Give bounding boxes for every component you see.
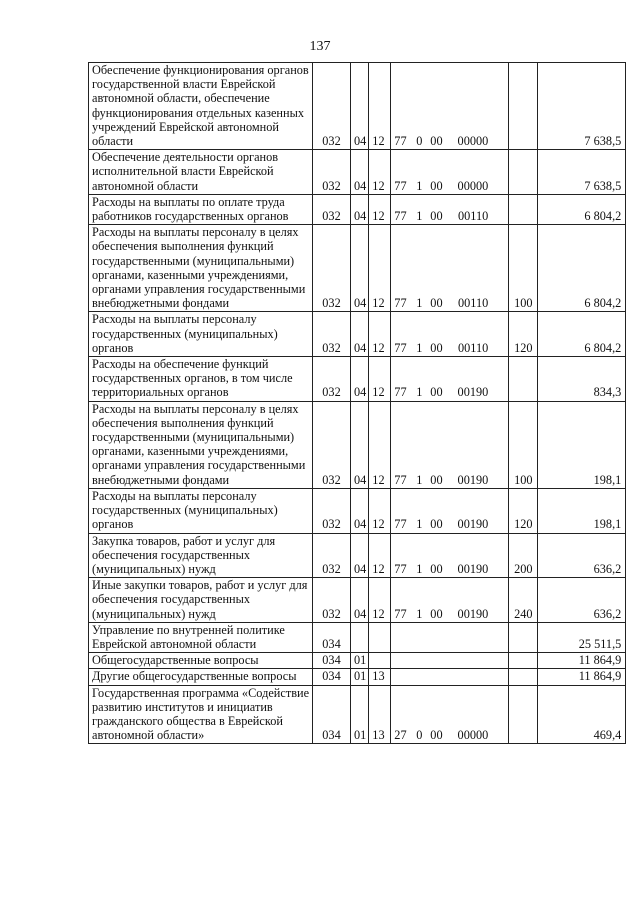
expense-type-code xyxy=(509,669,538,685)
target-program: 77 xyxy=(394,561,407,576)
target-direction: 00110 xyxy=(458,209,489,224)
target-program: 77 xyxy=(394,178,407,193)
target-article-code xyxy=(391,225,509,312)
subsection-code: 12 xyxy=(369,225,391,312)
section-code: 04 xyxy=(351,533,369,578)
table-row xyxy=(89,685,626,744)
expense-type-code: 240 xyxy=(509,578,538,623)
amount: 636,2 xyxy=(538,578,626,623)
section-code: 04 xyxy=(351,194,369,224)
expense-type-code xyxy=(509,357,538,402)
row-name: Государственная программа «Содействие развитию институтов и инициатив гражданского общества в Еврейской автономной области» xyxy=(89,685,313,744)
target-program: 77 xyxy=(394,296,407,311)
target-program: 77 xyxy=(394,385,407,400)
target-direction: 00110 xyxy=(458,296,489,311)
table-row xyxy=(89,653,626,669)
expense-type-code xyxy=(509,622,538,652)
target-program: 77 xyxy=(394,517,407,532)
subsection-code: 12 xyxy=(369,578,391,623)
expense-type-code: 100 xyxy=(509,401,538,488)
target-activity: 00 xyxy=(430,209,443,224)
row-name: Расходы на выплаты персоналу государственных (муниципальных) органов xyxy=(89,312,313,357)
ministry-code: 032 xyxy=(313,150,351,195)
target-direction: 00000 xyxy=(457,728,489,743)
target-article-code xyxy=(391,194,509,224)
target-direction: 00190 xyxy=(457,517,489,532)
amount: 6 804,2 xyxy=(538,225,626,312)
section-code xyxy=(351,622,369,652)
target-subprogram: 1 xyxy=(416,296,423,311)
amount: 198,1 xyxy=(538,488,626,533)
ministry-code: 032 xyxy=(313,194,351,224)
subsection-code xyxy=(369,622,391,652)
row-name: Закупка товаров, работ и услуг для обеспечения государственных (муниципальных) нужд xyxy=(89,533,313,578)
target-direction: 00000 xyxy=(457,134,489,149)
table-row xyxy=(89,150,626,195)
amount: 11 864,9 xyxy=(538,669,626,685)
target-article-code xyxy=(391,685,509,744)
subsection-code xyxy=(369,653,391,669)
target-subprogram: 1 xyxy=(416,209,423,224)
subsection-code: 12 xyxy=(369,312,391,357)
target-article-code xyxy=(391,401,509,488)
section-code: 04 xyxy=(351,357,369,402)
target-article-code xyxy=(391,63,509,150)
row-name: Расходы на выплаты персоналу государственных (муниципальных) органов xyxy=(89,488,313,533)
section-code: 04 xyxy=(351,578,369,623)
section-code: 04 xyxy=(351,488,369,533)
row-name: Обеспечение деятельности органов исполнительной власти Еврейской автономной области xyxy=(89,150,313,195)
section-code: 04 xyxy=(351,225,369,312)
expense-type-code xyxy=(509,63,538,150)
target-activity: 00 xyxy=(430,340,443,355)
table-row xyxy=(89,622,626,652)
target-program: 77 xyxy=(394,340,407,355)
expense-type-code xyxy=(509,685,538,744)
amount: 469,4 xyxy=(538,685,626,744)
target-activity: 00 xyxy=(430,178,443,193)
target-subprogram: 1 xyxy=(416,385,423,400)
target-subprogram: 1 xyxy=(416,340,423,355)
ministry-code: 034 xyxy=(313,622,351,652)
ministry-code: 032 xyxy=(313,63,351,150)
target-direction: 00190 xyxy=(457,472,489,487)
target-program: 77 xyxy=(394,472,407,487)
target-activity: 00 xyxy=(430,296,443,311)
subsection-code: 12 xyxy=(369,150,391,195)
target-direction: 00110 xyxy=(458,340,489,355)
amount: 6 804,2 xyxy=(538,194,626,224)
row-name: Расходы на выплаты по оплате труда работников государственных органов xyxy=(89,194,313,224)
target-direction: 00190 xyxy=(457,561,489,576)
target-program: 27 xyxy=(394,728,407,743)
ministry-code: 032 xyxy=(313,357,351,402)
subsection-code: 13 xyxy=(369,685,391,744)
table-row xyxy=(89,669,626,685)
section-code: 04 xyxy=(351,63,369,150)
target-subprogram: 1 xyxy=(416,472,423,487)
target-article-code xyxy=(391,669,509,685)
target-article-code xyxy=(391,150,509,195)
ministry-code: 034 xyxy=(313,653,351,669)
row-name: Расходы на обеспечение функций государственных органов, в том числе территориальных органов xyxy=(89,357,313,402)
row-name: Расходы на выплаты персоналу в целях обеспечения выполнения функций государственными (муниципальными) органами, казенными учреждениями, органами управления государственными внебюджетными фондами xyxy=(89,401,313,488)
expense-type-code: 120 xyxy=(509,488,538,533)
target-activity: 00 xyxy=(430,134,443,149)
ministry-code: 032 xyxy=(313,312,351,357)
ministry-code: 032 xyxy=(313,488,351,533)
amount: 198,1 xyxy=(538,401,626,488)
target-activity: 00 xyxy=(430,606,443,621)
table-row xyxy=(89,357,626,402)
subsection-code: 12 xyxy=(369,63,391,150)
table-row xyxy=(89,533,626,578)
table-row xyxy=(89,63,626,150)
target-subprogram: 1 xyxy=(416,178,423,193)
expense-type-code xyxy=(509,150,538,195)
amount: 6 804,2 xyxy=(538,312,626,357)
amount: 636,2 xyxy=(538,533,626,578)
table-row xyxy=(89,488,626,533)
row-name: Другие общегосударственные вопросы xyxy=(89,669,313,685)
target-activity: 00 xyxy=(430,472,443,487)
expense-type-code xyxy=(509,194,538,224)
section-code: 04 xyxy=(351,150,369,195)
expense-type-code xyxy=(509,653,538,669)
target-article-code xyxy=(391,312,509,357)
target-article-code xyxy=(391,533,509,578)
target-direction: 00000 xyxy=(457,178,489,193)
target-program: 77 xyxy=(394,134,407,149)
ministry-code: 032 xyxy=(313,533,351,578)
target-activity: 00 xyxy=(430,561,443,576)
target-subprogram: 1 xyxy=(416,517,423,532)
table-row xyxy=(89,225,626,312)
amount: 7 638,5 xyxy=(538,150,626,195)
target-direction: 00190 xyxy=(457,606,489,621)
target-article-code xyxy=(391,357,509,402)
row-name: Общегосударственные вопросы xyxy=(89,653,313,669)
ministry-code: 034 xyxy=(313,685,351,744)
section-code: 01 xyxy=(351,653,369,669)
subsection-code: 12 xyxy=(369,401,391,488)
row-name: Управление по внутренней политике Еврейской автономной области xyxy=(89,622,313,652)
table-row xyxy=(89,194,626,224)
subsection-code: 13 xyxy=(369,669,391,685)
target-article-code xyxy=(391,578,509,623)
table-row xyxy=(89,312,626,357)
amount: 11 864,9 xyxy=(538,653,626,669)
table-row xyxy=(89,578,626,623)
subsection-code: 12 xyxy=(369,357,391,402)
amount: 834,3 xyxy=(538,357,626,402)
ministry-code: 032 xyxy=(313,225,351,312)
target-subprogram: 0 xyxy=(416,134,423,149)
subsection-code: 12 xyxy=(369,194,391,224)
expense-type-code: 200 xyxy=(509,533,538,578)
section-code: 04 xyxy=(351,401,369,488)
target-subprogram: 0 xyxy=(416,728,423,743)
target-article-code xyxy=(391,653,509,669)
row-name: Иные закупки товаров, работ и услуг для обеспечения государственных (муниципальных) нужд xyxy=(89,578,313,623)
section-code: 01 xyxy=(351,669,369,685)
row-name: Расходы на выплаты персоналу в целях обеспечения выполнения функций государственными (муниципальными) органами, казенными учреждениями, органами управления государственными внебюджетными фондами xyxy=(89,225,313,312)
ministry-code: 032 xyxy=(313,578,351,623)
target-subprogram: 1 xyxy=(416,606,423,621)
ministry-code: 034 xyxy=(313,669,351,685)
row-name: Обеспечение функционирования органов государственной власти Еврейской автономной области, обеспечение функционирования отдельных казенных учреждений Еврейской автономной области xyxy=(89,63,313,150)
ministry-code: 032 xyxy=(313,401,351,488)
amount: 7 638,5 xyxy=(538,63,626,150)
section-code: 04 xyxy=(351,312,369,357)
target-article-code xyxy=(391,488,509,533)
target-direction: 00190 xyxy=(457,385,489,400)
target-activity: 00 xyxy=(430,517,443,532)
subsection-code: 12 xyxy=(369,488,391,533)
table-row xyxy=(89,401,626,488)
target-article-code xyxy=(391,622,509,652)
target-program: 77 xyxy=(394,209,407,224)
target-activity: 00 xyxy=(430,385,443,400)
target-subprogram: 1 xyxy=(416,561,423,576)
section-code: 01 xyxy=(351,685,369,744)
page-number: 137 xyxy=(309,39,331,54)
target-program: 77 xyxy=(394,606,407,621)
budget-table xyxy=(88,62,626,744)
expense-type-code: 120 xyxy=(509,312,538,357)
expense-type-code: 100 xyxy=(509,225,538,312)
target-activity: 00 xyxy=(430,728,443,743)
subsection-code: 12 xyxy=(369,533,391,578)
amount: 25 511,5 xyxy=(538,622,626,652)
